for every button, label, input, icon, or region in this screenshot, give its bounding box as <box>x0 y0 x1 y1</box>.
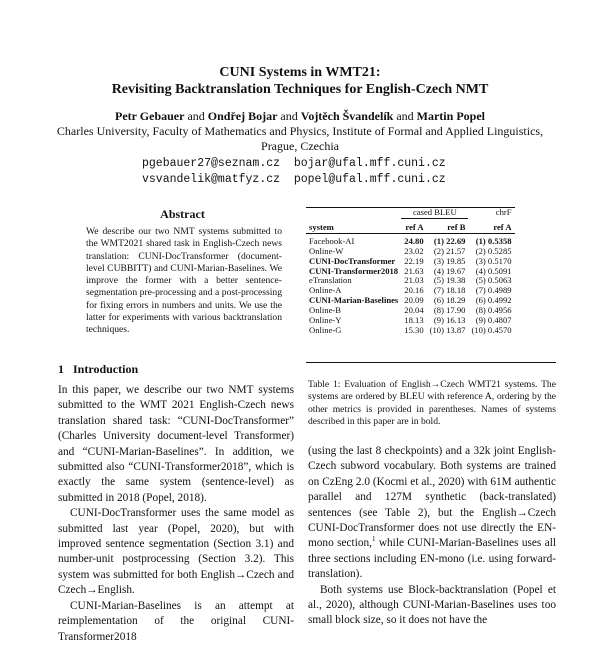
results-table <box>306 207 556 336</box>
score-cell: (10) 13.87 <box>429 324 466 335</box>
score-cell: (6) 0.4992 <box>475 295 512 306</box>
email-line-2: vsvandelik@matfyz.cz popel@ufal.mff.cuni.cz <box>142 173 446 186</box>
column-header: ref A <box>405 221 424 232</box>
results-table-grid <box>306 207 515 336</box>
system-name-cell: Facebook-AI <box>309 235 355 246</box>
score-cell: 20.16 <box>404 285 424 296</box>
system-name-cell: CUNI-Marian-Baselines <box>309 295 399 306</box>
score-cell: 15.30 <box>404 324 424 335</box>
score-cell: (1) 0.5358 <box>475 235 512 246</box>
email-line-1: pgebauer27@seznam.cz bojar@ufal.mff.cuni.cz <box>142 157 446 170</box>
score-cell: (3) 0.5170 <box>475 255 512 266</box>
score-cell: 20.09 <box>404 295 424 306</box>
paragraph: In this paper, we describe our two NMT systems submitted to the WMT 2021 English-Czech news translation shared task: “CUNI-DocTransformer” (Charles University document-level Transformer) and “CUNI-Marian-Baselines”. In addition, we submitted also “CUNI-Transformer2018”, which is exactly the same system (sentence-level) as submitted in 2018 (Popel, 2018). <box>58 384 294 504</box>
score-cell: (9) 16.13 <box>433 315 466 326</box>
score-cell: (9) 0.4807 <box>475 315 512 326</box>
bleu-group-header: cased BLEU <box>401 208 468 219</box>
author-list: Petr Gebauer and Ondřej Bojar and Vojtěch Švandelík and Martin Popel <box>115 109 485 123</box>
table-row <box>306 326 515 336</box>
paper-title-line-1: CUNI Systems in WMT21: <box>219 65 381 80</box>
column-header: ref A <box>493 221 512 232</box>
column-header: system <box>309 221 334 232</box>
score-cell: (7) 18.18 <box>433 285 466 296</box>
system-name-cell: eTranslation <box>309 275 352 286</box>
author: Petr Gebauer <box>115 109 185 123</box>
affiliation-line-1: Charles University, Faculty of Mathematics and Physics, Institute of Formal and Applied Linguistics, <box>56 124 544 138</box>
score-cell: (5) 0.5063 <box>475 275 512 286</box>
paragraph: Both systems use Block-backtranslation (Popel et al., 2020), although CUNI-Marian-Baselines uses too small block size, so it does not have the <box>308 583 556 627</box>
score-cell: (4) 19.67 <box>433 265 466 276</box>
system-name-cell: CUNI-Transformer2018 <box>309 265 399 276</box>
score-cell: 22.19 <box>404 255 424 266</box>
system-name-cell: Online-G <box>309 324 342 335</box>
score-cell: (1) 22.69 <box>433 235 466 246</box>
system-name-cell: Online-B <box>309 305 341 316</box>
score-cell: (10) 0.4570 <box>471 324 512 335</box>
system-name-cell: Online-A <box>309 285 342 296</box>
paragraph: CUNI-DocTransformer uses the same model as submitted last year (Popel, 2020), but with improved sentence segmentation (Section 3.1) and number-unit postprocessing (Section 3.2). This system was submitted for both English→Czech and Czech→English. <box>58 507 294 597</box>
score-cell: 21.63 <box>404 265 424 276</box>
author: Ondřej Bojar <box>207 109 278 123</box>
score-cell: 20.04 <box>404 305 424 316</box>
chrf-group-header: chrF <box>495 207 512 218</box>
score-cell: 23.02 <box>404 245 424 256</box>
abstract-heading: Abstract <box>160 207 205 221</box>
table-bottom-rule <box>306 362 556 363</box>
table-caption: Table 1: Evaluation of English→Czech WMT21 systems. The systems are ordered by BLEU with reference A, ordering by the other metrics is provided in parentheses. Names of systems described in this paper are in bold. <box>308 379 556 427</box>
score-cell: (2) 21.57 <box>433 245 466 256</box>
score-cell: (8) 17.90 <box>433 305 466 316</box>
abstract-text: We describe our two NMT systems submitted to the WMT2021 shared task in English-Czech news translation: CUNI-DocTransformer (document-level CUBBITT) and CUNI-Marian-Baselines. We improve the former with a better sentence-segmentation pre-processing and a post-processing for fixing errors in numbers and units. We use the latter for experiments with various backtranslation techniques. <box>86 226 282 336</box>
footnote-marker[interactable]: 1 <box>371 535 376 544</box>
right-column-body <box>308 444 556 629</box>
section-heading: 1 Introduction <box>58 362 139 376</box>
score-cell: (4) 0.5091 <box>475 265 512 276</box>
score-cell: 21.03 <box>404 275 424 286</box>
score-cell: 18.13 <box>404 315 424 326</box>
score-cell: (8) 0.4956 <box>475 305 512 316</box>
column-header: ref B <box>447 221 466 232</box>
intro-body <box>58 383 294 645</box>
score-cell: (2) 0.5285 <box>475 245 512 256</box>
affiliation-line-2: Prague, Czechia <box>261 139 339 153</box>
author: Vojtěch Švandelík <box>300 109 394 123</box>
score-cell: (6) 18.29 <box>433 295 466 306</box>
paper-title-line-2: Revisiting Backtranslation Techniques for English-Czech NMT <box>111 82 489 97</box>
system-name-cell: Online-W <box>309 245 344 256</box>
score-cell: (7) 0.4989 <box>475 285 512 296</box>
paragraph: CUNI-Marian-Baselines is an attempt at reimplementation of the original CUNI-Transformer2018 <box>58 599 294 643</box>
system-name-cell: CUNI-DocTransformer <box>309 255 396 266</box>
paragraph: (using the last 8 checkpoints) and a 32k joint English-Czech subword vocabulary. Both systems are trained on CzEng 2.0 (Kocmi et al., 2020) with 61M authentic parallel and 127M synthetic (back-translated) sentences (see Table 2), but the English→Czech CUNI-DocTransformer does not use directly the EN-mono section,$^1$ while CUNI-Marian-Baselines uses all three sections including EN-mono (i.e. using forward-translation). <box>308 445 556 581</box>
score-cell: 24.80 <box>404 235 424 246</box>
system-name-cell: Online-Y <box>309 315 342 326</box>
score-cell: (3) 19.85 <box>433 255 466 266</box>
score-cell: (5) 19.38 <box>433 275 466 286</box>
author: Martin Popel <box>416 109 485 123</box>
